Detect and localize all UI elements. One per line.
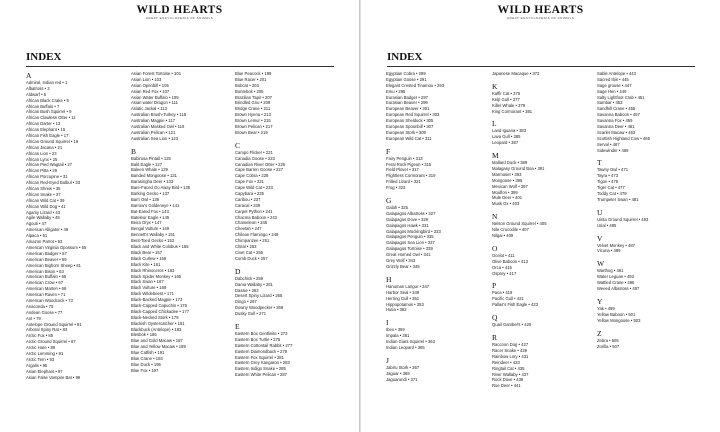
index-entry: Agamy Lizard • 43	[26, 209, 61, 215]
index-entry: Galapagos Tortoise • 339	[386, 246, 433, 252]
index-entry: African Wild Cat • 39	[26, 197, 65, 203]
section-letter: N	[492, 212, 498, 222]
index-entry: Savanna Baboon • 457	[597, 112, 640, 118]
index-entry: Olive Baboon • 413	[492, 258, 528, 264]
index-entry: Rock Dove • 439	[492, 377, 524, 383]
book-subtitle: GREAT ENCYCLOPEDIA OF ANIMALS	[506, 16, 575, 20]
index-column	[235, 71, 335, 378]
index-entry: Nelson Ground Squirrel • 405	[492, 221, 547, 227]
index-entry: Blackish Oystercatcher • 181	[131, 320, 185, 326]
index-entry: Chameleon • 245	[235, 220, 268, 226]
index-entry: Downy Woodpecker • 269	[235, 305, 284, 311]
index-entry: Egyptian Goose • 291	[386, 76, 427, 82]
index-entry: Black Wildebeest • 171	[131, 291, 174, 297]
index-entry: Musk Ox • 403	[492, 201, 520, 207]
index-entry: Blue Catfish • 191	[131, 350, 165, 356]
index-entry: American Alligator • 49	[26, 227, 69, 233]
index-entry: American Woodcock • 73	[26, 297, 73, 303]
index-entry: African Pitta • 29	[26, 168, 58, 174]
heading-rule	[387, 66, 695, 67]
index-entry: Marmoset • 393	[492, 171, 522, 177]
index-entry: Bobcat • 203	[235, 82, 259, 88]
index-entry: European Beaver • 301	[386, 106, 430, 112]
index-entry: Vicuna • 489	[597, 248, 621, 254]
index-entry: Bat-Eared Fox • 143	[131, 208, 169, 214]
index-entry: Black Spider Monkey • 165	[131, 273, 182, 279]
index-entry: Mongoose • 395	[492, 177, 523, 183]
section-letter: A	[26, 71, 32, 80]
index-entry: Chital • 253	[235, 244, 257, 250]
index-entry: Grey Wolf • 343	[386, 258, 416, 264]
heading-rule	[26, 66, 334, 67]
index-entry: Asian Water Buffalo • 109	[131, 94, 179, 100]
index-entry: Blue and Yellow Macaw • 189	[131, 344, 186, 350]
index-entry: Frog • 323	[386, 185, 406, 191]
index-entry: Trumpeter Swan • 481	[597, 196, 639, 202]
index-column	[597, 71, 697, 349]
index-entry: Blue Racer • 201	[235, 76, 267, 82]
index-entry: Arctic Tern • 93	[26, 356, 55, 362]
index-entry: Pallas's Fish Eagle • 423	[492, 302, 539, 308]
index-entry: Tayra • 473	[597, 173, 619, 179]
index-entry: Sable Antelope • 443	[597, 71, 636, 76]
index-entry: African Fish Eagle • 17	[26, 133, 69, 139]
index-entry: Brown Lemur • 215	[235, 118, 271, 124]
index-entry: African Porcupine • 31	[26, 174, 68, 180]
index-entry: Indian Leopard • 365	[386, 344, 425, 350]
index-entry: Carpet Python • 241	[235, 208, 273, 214]
section-letter: R	[492, 333, 498, 343]
index-entry: Galapagos Mockingbird • 333	[386, 228, 441, 234]
index-entry: Mule Deer • 401	[492, 195, 523, 201]
index-entry: Frilled Lizard • 321	[386, 179, 421, 185]
index-entry: Hippopotamus • 353	[386, 301, 424, 307]
index-entry: Black-Necked Stork • 179	[131, 314, 179, 320]
index-entry: Raccoon Dog • 427	[492, 342, 529, 348]
index-entry: Chacma Baboon • 243	[235, 214, 277, 220]
index-entry: Sambar • 453	[597, 100, 623, 106]
index-entry: Cheetah • 247	[235, 226, 262, 232]
section-letter: K	[492, 81, 498, 91]
index-entry: Arctic Ground Squirrel • 87	[26, 339, 76, 345]
index-entry: African Shrew • 35	[26, 186, 61, 192]
index-entry: Sacred Ibis • 445	[597, 76, 629, 82]
index-entry: Babirusa Pintail • 125	[131, 155, 171, 161]
index-entry: Salty Lightfoot Crab • 451	[597, 94, 645, 100]
index-entry: Orca • 415	[492, 264, 512, 270]
index-entry: Leopard • 387	[492, 140, 519, 146]
index-entry: Nilgai • 409	[492, 233, 514, 239]
index-entry: Arctic Hare • 89	[26, 345, 56, 351]
index-entry: Jaguarundi • 371	[386, 376, 418, 382]
index-entry: Egyptian Cobra • 289	[386, 71, 426, 76]
index-entry: Mallard Duck • 389	[492, 160, 528, 166]
index-entry: Eurasian Badger • 297	[386, 94, 428, 100]
index-entry: River Wallaby • 437	[492, 371, 529, 377]
index-entry: Savanna Deer • 461	[597, 124, 635, 130]
index-entry: Bent-Toed Gecko • 153	[131, 238, 175, 244]
index-entry: Indian Giant Squirrel • 363	[386, 339, 435, 345]
index-entry: Barrow's Goldeneye • 141	[131, 202, 180, 208]
index-entry: Black Swan • 167	[131, 279, 164, 285]
section-letter: B	[131, 146, 137, 156]
section-letter: G	[386, 196, 392, 206]
index-entry: African Buffalo • 7	[26, 103, 60, 109]
index-entry: Civet Cat • 255	[235, 249, 263, 255]
index-entry: Yellow Mongoose • 503	[597, 317, 641, 323]
index-entry: Eastern Indigo Snake • 285	[235, 366, 286, 372]
index-entry: Agouti • 47	[26, 221, 47, 227]
index-entry: Tiger Cat • 477	[597, 185, 625, 191]
index-entry: Albatross • 3	[26, 85, 50, 91]
index-entry: Cape Wild Cat • 233	[235, 185, 273, 191]
index-heading: INDEX	[26, 51, 62, 63]
index-entry: Pacific Gull • 421	[492, 296, 524, 302]
index-entry: Galapagos Dove • 329	[386, 216, 428, 222]
index-entry: African Ground Squirrel • 19	[26, 138, 79, 144]
book-title-logo: WILD HEARTS	[136, 4, 223, 16]
index-entry: Eastern White Pelican • 287	[235, 372, 287, 378]
index-entry: Caracal • 239	[235, 202, 261, 208]
index-entry: Dabchick • 259	[235, 275, 264, 281]
section-letter: W	[597, 259, 605, 269]
index-entry: Canadia Goose • 223	[235, 155, 275, 161]
index-entry: Bald Eagle • 127	[131, 161, 163, 167]
index-entry: Dingo • 267	[235, 299, 257, 305]
index-entry: Bare-Faced Go Away Bird • 135	[131, 185, 191, 191]
section-letter: C	[235, 140, 241, 150]
section-letter: F	[386, 146, 391, 156]
index-entry: Admiral, Indian red • 1	[26, 80, 68, 85]
index-entry: Arctic Lemming • 91	[26, 350, 64, 356]
index-entry: Japanese Macaque • 373	[492, 71, 540, 76]
index-entry: Sidewinder • 469	[597, 147, 629, 153]
index-entry: Urial • 485	[597, 222, 617, 228]
index-entry: Eastern Fox Squirrel • 281	[235, 354, 284, 360]
index-entry: Caribou • 237	[235, 196, 261, 202]
index-entry: Desert Spiny Lizard • 265	[235, 293, 283, 299]
index-entry: Zebra • 505	[597, 337, 619, 343]
index-entry: Mouflon • 399	[492, 189, 518, 195]
index-entry: Brown Pelican • 217	[235, 124, 273, 130]
index-entry: Blue Fox • 197	[131, 367, 159, 373]
index-entry: Jaguar • 369	[386, 370, 410, 376]
index-entry: Yak • 499	[597, 305, 615, 311]
index-entry: Scarlet Macaw • 463	[597, 129, 636, 135]
index-entry: Savanna Fox • 459	[597, 118, 633, 124]
index-entry: Roe Deer • 441	[492, 383, 521, 389]
index-entry: African Wild Dog • 41	[26, 203, 66, 209]
section-letter: Q	[492, 313, 498, 323]
index-entry: Canadian River Otter • 225	[235, 161, 286, 167]
index-entry: Andean Goose • 77	[26, 309, 63, 315]
index-entry: Malagasy Ground Boa • 391	[492, 166, 545, 172]
index-entry: American Badger • 57	[26, 250, 67, 256]
index-entry: Elegant Crested Tinamou • 293	[386, 82, 445, 88]
section-letter: E	[235, 321, 240, 331]
index-entry: Cape Barren Goose • 227	[235, 167, 284, 173]
index-entry: Warthog • 491	[597, 268, 624, 274]
section-letter: I	[386, 318, 389, 328]
index-column	[131, 71, 231, 374]
section-letter: V	[597, 233, 603, 243]
index-entry: Water Leguan • 493	[597, 274, 634, 280]
section-letter: L	[492, 119, 497, 129]
index-column	[386, 71, 486, 383]
index-entry: Harbor Seal • 349	[386, 289, 420, 295]
index-entry: American Virginia Opossum • 55	[26, 244, 87, 250]
index-entry: African Bush Squirrel • 9	[26, 109, 72, 115]
index-entry: Eastern Cottontail Rabbit • 277	[235, 342, 293, 348]
index-entry: Barasingha Deer • 133	[131, 179, 174, 185]
index-entry: Emu • 295	[386, 88, 406, 94]
book-subtitle: GREAT ENCYCLOPEDIA OF ANIMALS	[145, 16, 214, 20]
page-header	[361, 4, 720, 20]
index-entry: Bontebok • 205	[235, 88, 264, 94]
index-entry: Black-Backed Magpie • 173	[131, 297, 183, 303]
index-entry: Blue Crane • 193	[131, 355, 163, 361]
index-entry: European Stork • 309	[386, 129, 426, 135]
index-entry: Asian water Dragon • 111	[131, 100, 178, 106]
index-entry: Velvet Monkey • 487	[597, 242, 636, 248]
index-entry: Asian Red Fox • 107	[131, 88, 170, 94]
index-entry: Campo Flicker • 221	[235, 149, 273, 155]
index-entry: Banded Mongoose • 131	[131, 173, 177, 179]
left-page	[0, 0, 359, 432]
index-entry: Arctic Fox • 85	[26, 333, 54, 339]
index-entry: Asian Elephant • 97	[26, 368, 63, 374]
index-entry: Wattled Crane • 495	[597, 280, 635, 286]
section-letter: J	[386, 355, 389, 365]
index-entry: Chilean Flamingo • 249	[235, 232, 279, 238]
index-entry: Brown Hyena • 213	[235, 112, 271, 118]
index-entry: Asiatic Jackal • 113	[131, 106, 167, 112]
index-entry: Barking Gecko • 137	[131, 191, 170, 197]
index-entry: Osprey • 417	[492, 270, 517, 276]
index-entry: Zorilla • 507	[597, 343, 620, 349]
index-entry: Beira Oryx • 147	[131, 220, 162, 226]
right-page	[361, 0, 720, 432]
index-entry: Eurasian Beaver • 299	[386, 100, 428, 106]
index-entry: Australian Pelican • 121	[131, 129, 176, 135]
index-entry: Bateleur Eagle • 145	[131, 214, 170, 220]
index-entry: American Buffalo • 65	[26, 274, 67, 280]
index-entry: Black Curlew • 159	[131, 255, 167, 261]
index-entry: Blue Duck • 195	[131, 361, 161, 367]
index-entry: Blackbuck (Antelope) • 183	[131, 326, 182, 332]
index-entry: Black-Capped Capuchin • 175	[131, 302, 187, 308]
index-entry: Australian Brush-Turkey • 115	[131, 112, 187, 118]
index-entry: Australian Masked Owl • 119	[131, 124, 185, 130]
index-column	[26, 71, 126, 380]
section-letter: P	[492, 281, 497, 291]
index-entry: Australian Magpie • 117	[131, 118, 175, 124]
index-entry: European Wild Cat • 311	[386, 135, 432, 141]
index-entry: Brazilian Tapir • 207	[235, 94, 273, 100]
index-entry: Australian Sea Lion • 123	[131, 135, 179, 141]
index-entry: Galapagos Albatross • 327	[386, 210, 436, 216]
index-entry: American Bighorn Sheep • 61	[26, 262, 82, 268]
index-entry: Grizzly Bear • 345	[386, 263, 420, 269]
index-entry: Blue Peacock • 199	[235, 71, 272, 76]
index-entry: Yellow Baboon • 501	[597, 311, 636, 317]
index-entry: African Lynx • 25	[26, 156, 58, 162]
index-entry: Quail Gambel's • 425	[492, 322, 532, 328]
index-entry: Comb Duck • 257	[235, 255, 268, 261]
index-entry: Serval • 467	[597, 141, 620, 147]
index-entry: Asian False Vampire Bat • 99	[26, 374, 81, 380]
index-entry: Ringtail Cat • 435	[492, 365, 525, 371]
index-entry: Barn Owl • 139	[131, 196, 159, 202]
index-entry: Sage Hen • 449	[597, 88, 627, 94]
index-entry: Sandhill Crane • 455	[597, 106, 636, 112]
page-header	[0, 4, 359, 20]
section-letter: O	[492, 243, 498, 253]
index-entry: Bennett's Wallaby • 151	[131, 232, 176, 238]
section-letter: T	[597, 158, 602, 168]
index-entry: Hanuman Langur • 347	[386, 283, 430, 289]
section-letter: M	[492, 151, 499, 161]
index-entry: Antelope Ground Squirrel • 81	[26, 321, 82, 327]
index-entry: Arboral Spiny Rat • 83	[26, 327, 68, 333]
index-entry: Jabiru Stork • 367	[386, 364, 420, 370]
index-entry: Kelp Gull • 377	[492, 96, 520, 102]
index-entry: African Black Crake • 5	[26, 97, 69, 103]
index-entry: Asian Openbill • 105	[131, 82, 169, 88]
section-letter: Z	[597, 328, 602, 338]
section-letter: H	[386, 274, 392, 284]
index-heading: INDEX	[387, 51, 423, 63]
index-entry: Tawny Owl • 471	[597, 167, 629, 173]
index-entry: Eastern Box Turtle • 275	[235, 336, 281, 342]
index-entry: Eastern Diamondback • 279	[235, 348, 287, 354]
index-entry: Alpaca • 51	[26, 233, 48, 239]
index-entry: Ibex • 359	[386, 327, 405, 333]
index-entry: Dusky Gull • 271	[235, 311, 267, 317]
index-entry: King Cormorant • 381	[492, 108, 533, 114]
index-entry: Asian Forest Tortoise • 101	[131, 71, 182, 76]
index-entry: Baleen Whale • 129	[131, 167, 168, 173]
index-entry: Agile Wallaby • 45	[26, 215, 60, 221]
index-entry: American Crow • 67	[26, 280, 64, 286]
index-entry: Black-Capped Chickadee • 177	[131, 308, 190, 314]
index-entry: African Pied Wagtail • 27	[26, 162, 72, 168]
index-entry: Galapagos Penguin • 335	[386, 234, 434, 240]
index-entry: Dama Wallaby • 261	[235, 281, 273, 287]
index-entry: African Darter • 13	[26, 121, 61, 127]
index-entry: Black and White Colobus • 155	[131, 244, 189, 250]
index-entry: Kaffir Cat • 375	[492, 90, 521, 96]
index-entry: Black Vulture • 169	[131, 285, 167, 291]
index-entry: African Snake • 37	[26, 191, 61, 197]
book-title-logo: WILD HEARTS	[497, 4, 584, 16]
index-entry: Hutia • 352	[386, 307, 407, 313]
index-entry: American Bison • 63	[26, 268, 64, 274]
index-entry: Sage grouse • 447	[597, 82, 632, 88]
section-letter: U	[597, 207, 603, 217]
index-entry: Lava Gull • 385	[492, 134, 521, 140]
index-entry: Aldwarf • 5	[26, 91, 47, 97]
index-entry: Black Rhinoceros • 163	[131, 267, 175, 273]
index-entry: Brindled Gnu • 209	[235, 100, 271, 106]
index-entry: Amazon Parrot • 53	[26, 239, 63, 245]
index-entry: Killer Whale • 379	[492, 102, 526, 108]
index-entry: Blue and Gold Macaw • 187	[131, 338, 183, 344]
index-entry: Herring Gull • 351	[386, 295, 420, 301]
index-entry: Flightless Cormorant • 319	[386, 173, 436, 179]
index-entry: Capybara • 235	[235, 191, 264, 197]
index-entry: Paca • 419	[492, 290, 513, 296]
index-entry: Reindeer • 433	[492, 359, 520, 365]
index-entry: Land Iguana • 383	[492, 128, 527, 134]
index-entry: European Spoonbill • 307	[386, 124, 434, 130]
index-entry: Galapagos Sea Lion • 337	[386, 240, 435, 246]
index-entry: Fairy Penguin • 313	[386, 155, 423, 161]
index-entry: Black Kite • 161	[131, 261, 161, 267]
index-entry: European Shelduck • 305	[386, 118, 434, 124]
index-entry: Black Bear • 157	[131, 249, 163, 255]
index-entry: Bengal Vulture • 149	[131, 226, 170, 232]
index-entry: Blesbok • 185	[131, 332, 157, 338]
index-entry: Toddy Cat • 479	[597, 191, 627, 197]
index-entry: Field Plover • 317	[386, 167, 419, 173]
index-entry: American Beaver • 59	[26, 256, 67, 262]
index-entry: Cape Cobra • 229	[235, 173, 269, 179]
index-entry: African Red-Eyed Bulbul • 33	[26, 180, 81, 186]
index-entry: Scottish Highland Cow • 465	[597, 135, 650, 141]
index-entry: African Lion • 23	[26, 150, 57, 156]
index-entry: Tigon • 475	[597, 179, 619, 185]
index-entry: Ant • 79	[26, 315, 41, 321]
index-entry: Feral Rock Pigeon • 315	[386, 161, 432, 167]
index-entry: Bridge Crane • 211	[235, 106, 271, 112]
index-entry: American Raven • 71	[26, 292, 66, 298]
index-entry: Ocelot • 411	[492, 252, 515, 258]
index-entry: Galah • 325	[386, 205, 408, 211]
index-entry: Eastern Grey Kangaroo • 283	[235, 360, 290, 366]
index-entry: American Marten • 69	[26, 286, 67, 292]
index-entry: Uinta Ground Squirrel • 483	[597, 216, 649, 222]
index-entry: Great Horned Owl • 341	[386, 252, 431, 258]
index-entry: Mexican Wolf • 397	[492, 183, 528, 189]
index-entry: Rainbow Lory • 431	[492, 353, 529, 359]
index-entry: Asian Lion • 103	[131, 76, 162, 82]
index-entry: Anaconda • 75	[26, 303, 54, 309]
index-entry: Cape Fox • 231	[235, 179, 264, 185]
index-entry: Dassie • 263	[235, 287, 259, 293]
index-entry: African Jacana • 21	[26, 144, 63, 150]
index-entry: Chimpanzee • 251	[235, 238, 270, 244]
section-letter: D	[235, 266, 241, 276]
index-entry: Brown Bear • 219	[235, 129, 268, 135]
index-column	[492, 71, 592, 389]
index-entry: Impala • 361	[386, 333, 410, 339]
section-letter: Y	[597, 296, 603, 306]
index-entry: Galapagos Hawk • 331	[386, 222, 429, 228]
index-entry: African Elephant • 15	[26, 127, 66, 133]
index-entry: Weeed Albatross • 497	[597, 286, 640, 292]
index-entry: Argalis • 95	[26, 362, 48, 368]
index-entry: Eastern Box Gentlinite • 273	[235, 330, 288, 336]
index-entry: Nile Crocodile • 407	[492, 227, 529, 233]
index-entry: African Clawless Otter • 11	[26, 115, 76, 121]
index-entry: European Red Squirrel • 303	[386, 112, 440, 118]
index-entry: Racer Snake • 429	[492, 347, 527, 353]
